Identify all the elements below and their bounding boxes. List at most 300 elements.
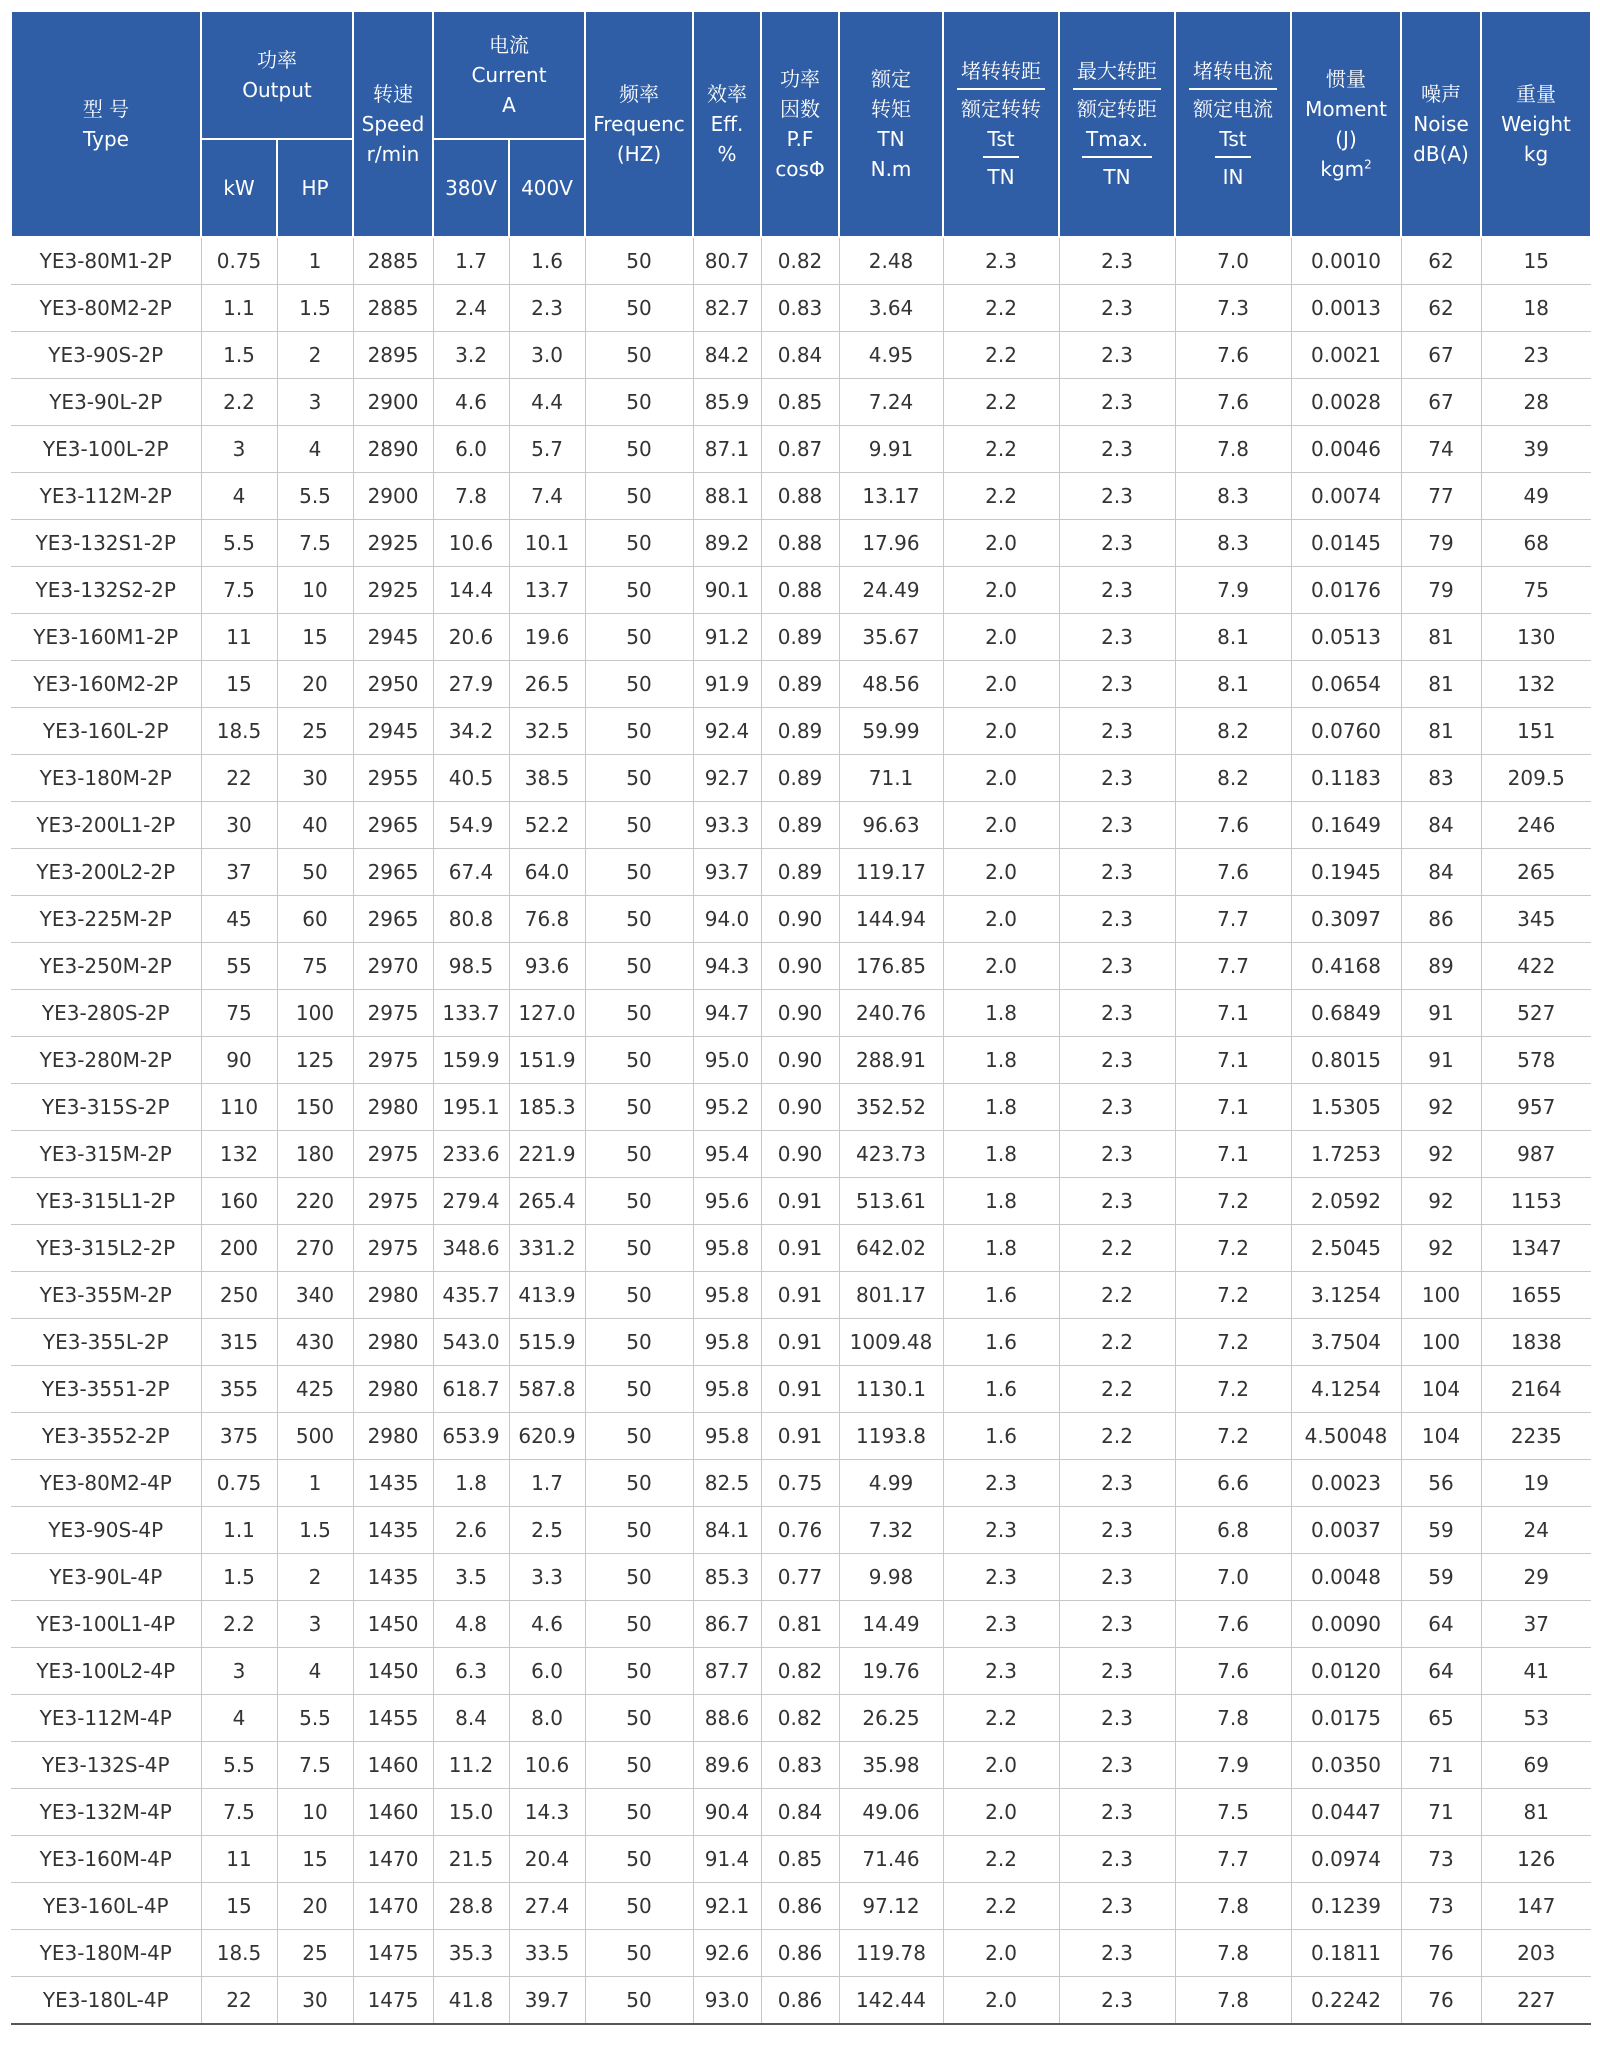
cell-locked-current-ratio: 7.6	[1175, 332, 1291, 379]
cell-efficiency: 82.5	[693, 1460, 761, 1507]
cell-max-torque-ratio: 2.3	[1059, 896, 1175, 943]
cell-current-400v: 10.6	[509, 1742, 585, 1789]
cell-type: YE3-90L-4P	[11, 1554, 201, 1601]
cell-current-400v: 93.6	[509, 943, 585, 990]
cell-moment: 0.0175	[1291, 1695, 1401, 1742]
header-noise: 噪声 Noise dB(A)	[1401, 11, 1481, 237]
table-row	[11, 1272, 1591, 1319]
cell-current-380v: 14.4	[433, 567, 509, 614]
cell-moment: 0.0028	[1291, 379, 1401, 426]
cell-type: YE3-200L1-2P	[11, 802, 201, 849]
cell-max-torque-ratio: 2.3	[1059, 520, 1175, 567]
cell-efficiency: 80.7	[693, 237, 761, 285]
cell-locked-current-ratio: 7.7	[1175, 1836, 1291, 1883]
cell-rated-torque: 17.96	[839, 520, 943, 567]
cell-rated-torque: 1193.8	[839, 1413, 943, 1460]
cell-weight: 132	[1481, 661, 1591, 708]
cell-locked-current-ratio: 7.1	[1175, 990, 1291, 1037]
cell-locked-current-ratio: 7.5	[1175, 1789, 1291, 1836]
cell-max-torque-ratio: 2.3	[1059, 1131, 1175, 1178]
cell-current-380v: 233.6	[433, 1131, 509, 1178]
cell-noise: 71	[1401, 1742, 1481, 1789]
cell-frequency: 50	[585, 661, 693, 708]
cell-locked-current-ratio: 8.1	[1175, 661, 1291, 708]
cell-current-380v: 7.8	[433, 473, 509, 520]
cell-output-kw: 7.5	[201, 567, 277, 614]
cell-weight: 28	[1481, 379, 1591, 426]
cell-current-380v: 618.7	[433, 1366, 509, 1413]
cell-speed: 1470	[353, 1883, 433, 1930]
cell-power-factor: 0.76	[761, 1507, 839, 1554]
cell-moment: 0.0013	[1291, 285, 1401, 332]
cell-speed: 2925	[353, 567, 433, 614]
cell-locked-torque-ratio: 2.2	[943, 1836, 1059, 1883]
cell-output-kw: 110	[201, 1084, 277, 1131]
cell-max-torque-ratio: 2.3	[1059, 426, 1175, 473]
cell-locked-current-ratio: 7.2	[1175, 1413, 1291, 1460]
cell-current-380v: 279.4	[433, 1178, 509, 1225]
cell-noise: 84	[1401, 802, 1481, 849]
cell-moment: 0.0037	[1291, 1507, 1401, 1554]
cell-current-380v: 40.5	[433, 755, 509, 802]
cell-locked-current-ratio: 7.6	[1175, 379, 1291, 426]
cell-noise: 81	[1401, 708, 1481, 755]
cell-locked-current-ratio: 8.3	[1175, 520, 1291, 567]
cell-output-kw: 2.2	[201, 1601, 277, 1648]
cell-current-400v: 6.0	[509, 1648, 585, 1695]
cell-efficiency: 94.3	[693, 943, 761, 990]
cell-output-hp: 2	[277, 332, 353, 379]
cell-locked-torque-ratio: 2.0	[943, 1977, 1059, 2025]
cell-output-kw: 3	[201, 1648, 277, 1695]
cell-noise: 83	[1401, 755, 1481, 802]
cell-max-torque-ratio: 2.3	[1059, 1554, 1175, 1601]
cell-efficiency: 85.3	[693, 1554, 761, 1601]
cell-efficiency: 95.8	[693, 1225, 761, 1272]
cell-moment: 0.0120	[1291, 1648, 1401, 1695]
table-row	[11, 1460, 1591, 1507]
cell-rated-torque: 1130.1	[839, 1366, 943, 1413]
cell-type: YE3-160L-4P	[11, 1883, 201, 1930]
cell-noise: 79	[1401, 567, 1481, 614]
cell-efficiency: 87.7	[693, 1648, 761, 1695]
cell-rated-torque: 423.73	[839, 1131, 943, 1178]
cell-noise: 92	[1401, 1178, 1481, 1225]
cell-noise: 64	[1401, 1648, 1481, 1695]
cell-current-400v: 26.5	[509, 661, 585, 708]
cell-locked-current-ratio: 7.8	[1175, 1883, 1291, 1930]
cell-max-torque-ratio: 2.3	[1059, 990, 1175, 1037]
cell-max-torque-ratio: 2.3	[1059, 1836, 1175, 1883]
cell-current-400v: 76.8	[509, 896, 585, 943]
cell-rated-torque: 59.99	[839, 708, 943, 755]
cell-output-hp: 270	[277, 1225, 353, 1272]
cell-moment: 0.0048	[1291, 1554, 1401, 1601]
cell-power-factor: 0.91	[761, 1272, 839, 1319]
cell-speed: 2895	[353, 332, 433, 379]
cell-locked-current-ratio: 7.2	[1175, 1366, 1291, 1413]
table-row	[11, 1366, 1591, 1413]
cell-max-torque-ratio: 2.3	[1059, 1037, 1175, 1084]
table-row	[11, 567, 1591, 614]
cell-output-hp: 15	[277, 1836, 353, 1883]
cell-weight: 1655	[1481, 1272, 1591, 1319]
cell-locked-current-ratio: 7.9	[1175, 567, 1291, 614]
cell-efficiency: 93.3	[693, 802, 761, 849]
cell-current-400v: 14.3	[509, 1789, 585, 1836]
cell-output-kw: 11	[201, 1836, 277, 1883]
cell-locked-current-ratio: 7.9	[1175, 1742, 1291, 1789]
cell-efficiency: 89.6	[693, 1742, 761, 1789]
cell-output-hp: 180	[277, 1131, 353, 1178]
cell-current-380v: 34.2	[433, 708, 509, 755]
table-row	[11, 1789, 1591, 1836]
cell-rated-torque: 13.17	[839, 473, 943, 520]
cell-weight: 227	[1481, 1977, 1591, 2025]
cell-locked-current-ratio: 7.8	[1175, 426, 1291, 473]
cell-locked-current-ratio: 8.1	[1175, 614, 1291, 661]
cell-speed: 2965	[353, 802, 433, 849]
cell-current-400v: 10.1	[509, 520, 585, 567]
cell-frequency: 50	[585, 1319, 693, 1366]
cell-weight: 130	[1481, 614, 1591, 661]
cell-weight: 246	[1481, 802, 1591, 849]
table-row	[11, 1319, 1591, 1366]
cell-frequency: 50	[585, 237, 693, 285]
table-row	[11, 1977, 1591, 2025]
cell-current-400v: 2.3	[509, 285, 585, 332]
cell-output-kw: 250	[201, 1272, 277, 1319]
cell-locked-current-ratio: 7.8	[1175, 1977, 1291, 2025]
cell-type: YE3-355M-2P	[11, 1272, 201, 1319]
header-locked-current-ratio: $\frac{\text{堵转电流}}{\text{额定电流}}$ $\frac{\text{Tst}}{IN}$	[1175, 11, 1291, 237]
cell-speed: 1475	[353, 1977, 433, 2025]
cell-weight: 1838	[1481, 1319, 1591, 1366]
cell-speed: 2970	[353, 943, 433, 990]
cell-weight: 69	[1481, 1742, 1591, 1789]
cell-locked-torque-ratio: 2.3	[943, 1460, 1059, 1507]
cell-power-factor: 0.89	[761, 708, 839, 755]
cell-current-380v: 15.0	[433, 1789, 509, 1836]
cell-efficiency: 95.8	[693, 1272, 761, 1319]
cell-efficiency: 94.7	[693, 990, 761, 1037]
cell-moment: 0.4168	[1291, 943, 1401, 990]
cell-noise: 76	[1401, 1930, 1481, 1977]
cell-max-torque-ratio: 2.3	[1059, 614, 1175, 661]
table-row	[11, 1131, 1591, 1178]
cell-speed: 1435	[353, 1460, 433, 1507]
cell-speed: 1455	[353, 1695, 433, 1742]
cell-output-kw: 1.5	[201, 1554, 277, 1601]
cell-frequency: 50	[585, 1836, 693, 1883]
cell-locked-current-ratio: 7.3	[1175, 285, 1291, 332]
cell-output-hp: 30	[277, 755, 353, 802]
cell-efficiency: 95.0	[693, 1037, 761, 1084]
cell-output-kw: 132	[201, 1131, 277, 1178]
cell-type: YE3-90S-2P	[11, 332, 201, 379]
cell-rated-torque: 71.1	[839, 755, 943, 802]
table-row	[11, 426, 1591, 473]
cell-type: YE3-100L2-4P	[11, 1648, 201, 1695]
table-row	[11, 802, 1591, 849]
cell-locked-current-ratio: 7.0	[1175, 1554, 1291, 1601]
cell-locked-torque-ratio: 2.0	[943, 943, 1059, 990]
cell-noise: 104	[1401, 1413, 1481, 1460]
cell-output-hp: 7.5	[277, 1742, 353, 1789]
cell-max-torque-ratio: 2.3	[1059, 755, 1175, 802]
cell-current-380v: 21.5	[433, 1836, 509, 1883]
cell-frequency: 50	[585, 614, 693, 661]
cell-locked-torque-ratio: 2.0	[943, 520, 1059, 567]
cell-output-hp: 100	[277, 990, 353, 1037]
table-row	[11, 1930, 1591, 1977]
cell-type: YE3-315L2-2P	[11, 1225, 201, 1272]
header-current: 电流 Current A	[433, 11, 585, 139]
cell-output-hp: 25	[277, 1930, 353, 1977]
table-row	[11, 1554, 1591, 1601]
cell-rated-torque: 9.98	[839, 1554, 943, 1601]
cell-locked-torque-ratio: 2.0	[943, 661, 1059, 708]
cell-current-400v: 1.6	[509, 237, 585, 285]
cell-current-380v: 2.4	[433, 285, 509, 332]
header-speed: 转速 Speed r/min	[353, 11, 433, 237]
cell-max-torque-ratio: 2.2	[1059, 1272, 1175, 1319]
cell-weight: 203	[1481, 1930, 1591, 1977]
cell-rated-torque: 19.76	[839, 1648, 943, 1695]
cell-frequency: 50	[585, 1930, 693, 1977]
cell-power-factor: 0.91	[761, 1413, 839, 1460]
cell-current-400v: 331.2	[509, 1225, 585, 1272]
header-moment: 惯量 Moment (J) kgm$^2$	[1291, 11, 1401, 237]
cell-frequency: 50	[585, 332, 693, 379]
cell-noise: 73	[1401, 1836, 1481, 1883]
cell-rated-torque: 48.56	[839, 661, 943, 708]
cell-type: YE3-112M-4P	[11, 1695, 201, 1742]
cell-output-kw: 1.1	[201, 285, 277, 332]
cell-max-torque-ratio: 2.3	[1059, 332, 1175, 379]
cell-speed: 2945	[353, 708, 433, 755]
cell-output-kw: 90	[201, 1037, 277, 1084]
cell-rated-torque: 144.94	[839, 896, 943, 943]
cell-current-400v: 8.0	[509, 1695, 585, 1742]
cell-locked-torque-ratio: 1.6	[943, 1319, 1059, 1366]
cell-locked-torque-ratio: 2.2	[943, 379, 1059, 426]
cell-weight: 345	[1481, 896, 1591, 943]
cell-current-380v: 28.8	[433, 1883, 509, 1930]
cell-power-factor: 0.89	[761, 802, 839, 849]
cell-output-hp: 60	[277, 896, 353, 943]
cell-locked-current-ratio: 6.6	[1175, 1460, 1291, 1507]
cell-rated-torque: 96.63	[839, 802, 943, 849]
cell-current-400v: 3.3	[509, 1554, 585, 1601]
cell-efficiency: 86.7	[693, 1601, 761, 1648]
cell-noise: 64	[1401, 1601, 1481, 1648]
cell-type: YE3-315S-2P	[11, 1084, 201, 1131]
table-row	[11, 896, 1591, 943]
cell-max-torque-ratio: 2.3	[1059, 1601, 1175, 1648]
cell-output-kw: 45	[201, 896, 277, 943]
cell-weight: 23	[1481, 332, 1591, 379]
cell-efficiency: 95.2	[693, 1084, 761, 1131]
cell-current-400v: 27.4	[509, 1883, 585, 1930]
cell-current-380v: 27.9	[433, 661, 509, 708]
cell-current-380v: 3.2	[433, 332, 509, 379]
cell-efficiency: 95.8	[693, 1413, 761, 1460]
cell-efficiency: 94.0	[693, 896, 761, 943]
cell-current-400v: 20.4	[509, 1836, 585, 1883]
cell-current-380v: 20.6	[433, 614, 509, 661]
cell-current-400v: 185.3	[509, 1084, 585, 1131]
cell-current-380v: 98.5	[433, 943, 509, 990]
cell-weight: 18	[1481, 285, 1591, 332]
cell-rated-torque: 2.48	[839, 237, 943, 285]
cell-noise: 73	[1401, 1883, 1481, 1930]
cell-power-factor: 0.87	[761, 426, 839, 473]
cell-efficiency: 90.1	[693, 567, 761, 614]
cell-locked-torque-ratio: 1.6	[943, 1272, 1059, 1319]
cell-type: YE3-100L-2P	[11, 426, 201, 473]
table-row	[11, 1037, 1591, 1084]
cell-efficiency: 88.6	[693, 1695, 761, 1742]
cell-current-380v: 435.7	[433, 1272, 509, 1319]
cell-current-400v: 1.7	[509, 1460, 585, 1507]
cell-frequency: 50	[585, 1695, 693, 1742]
cell-current-400v: 151.9	[509, 1037, 585, 1084]
cell-current-400v: 5.7	[509, 426, 585, 473]
cell-output-kw: 0.75	[201, 237, 277, 285]
cell-locked-current-ratio: 7.8	[1175, 1930, 1291, 1977]
cell-weight: 1153	[1481, 1178, 1591, 1225]
cell-locked-current-ratio: 7.1	[1175, 1037, 1291, 1084]
cell-type: YE3-100L1-4P	[11, 1601, 201, 1648]
cell-output-hp: 1	[277, 237, 353, 285]
header-locked-torque-ratio: $\frac{\text{堵转转距}}{\text{额定转转}}$ $\frac{\text{Tst}}{TN}$	[943, 11, 1059, 237]
cell-power-factor: 0.75	[761, 1460, 839, 1507]
cell-frequency: 50	[585, 1648, 693, 1695]
cell-noise: 100	[1401, 1319, 1481, 1366]
cell-power-factor: 0.77	[761, 1554, 839, 1601]
cell-type: YE3-112M-2P	[11, 473, 201, 520]
cell-output-hp: 1	[277, 1460, 353, 1507]
cell-weight: 68	[1481, 520, 1591, 567]
cell-locked-torque-ratio: 2.3	[943, 1507, 1059, 1554]
cell-noise: 92	[1401, 1131, 1481, 1178]
cell-rated-torque: 119.17	[839, 849, 943, 896]
cell-output-kw: 22	[201, 755, 277, 802]
cell-efficiency: 87.1	[693, 426, 761, 473]
cell-moment: 0.0074	[1291, 473, 1401, 520]
cell-output-kw: 18.5	[201, 708, 277, 755]
cell-power-factor: 0.86	[761, 1883, 839, 1930]
cell-frequency: 50	[585, 1366, 693, 1413]
table-row	[11, 473, 1591, 520]
cell-frequency: 50	[585, 1554, 693, 1601]
cell-power-factor: 0.86	[761, 1977, 839, 2025]
table-row	[11, 1883, 1591, 1930]
cell-max-torque-ratio: 2.3	[1059, 1930, 1175, 1977]
cell-frequency: 50	[585, 1084, 693, 1131]
cell-power-factor: 0.90	[761, 990, 839, 1037]
cell-locked-torque-ratio: 2.0	[943, 896, 1059, 943]
cell-type: YE3-132S-4P	[11, 1742, 201, 1789]
cell-frequency: 50	[585, 896, 693, 943]
cell-type: YE3-355L-2P	[11, 1319, 201, 1366]
cell-weight: 81	[1481, 1789, 1591, 1836]
cell-efficiency: 84.2	[693, 332, 761, 379]
cell-speed: 2885	[353, 237, 433, 285]
cell-output-hp: 150	[277, 1084, 353, 1131]
cell-frequency: 50	[585, 473, 693, 520]
cell-speed: 1435	[353, 1554, 433, 1601]
cell-current-400v: 32.5	[509, 708, 585, 755]
cell-frequency: 50	[585, 567, 693, 614]
table-row	[11, 708, 1591, 755]
cell-efficiency: 92.1	[693, 1883, 761, 1930]
cell-weight: 15	[1481, 237, 1591, 285]
cell-output-hp: 50	[277, 849, 353, 896]
cell-locked-torque-ratio: 2.3	[943, 1601, 1059, 1648]
cell-current-380v: 653.9	[433, 1413, 509, 1460]
cell-weight: 422	[1481, 943, 1591, 990]
cell-power-factor: 0.89	[761, 755, 839, 802]
cell-output-hp: 1.5	[277, 285, 353, 332]
cell-locked-current-ratio: 7.2	[1175, 1272, 1291, 1319]
cell-noise: 59	[1401, 1554, 1481, 1601]
cell-locked-current-ratio: 7.7	[1175, 896, 1291, 943]
cell-max-torque-ratio: 2.3	[1059, 473, 1175, 520]
cell-output-kw: 4	[201, 1695, 277, 1742]
cell-rated-torque: 97.12	[839, 1883, 943, 1930]
cell-rated-torque: 4.95	[839, 332, 943, 379]
cell-type: YE3-250M-2P	[11, 943, 201, 990]
cell-current-400v: 587.8	[509, 1366, 585, 1413]
cell-speed: 2980	[353, 1319, 433, 1366]
cell-output-kw: 22	[201, 1977, 277, 2025]
cell-output-hp: 75	[277, 943, 353, 990]
cell-max-torque-ratio: 2.3	[1059, 1084, 1175, 1131]
cell-output-kw: 0.75	[201, 1460, 277, 1507]
cell-moment: 0.0021	[1291, 332, 1401, 379]
cell-frequency: 50	[585, 1460, 693, 1507]
cell-speed: 2980	[353, 1272, 433, 1319]
cell-noise: 79	[1401, 520, 1481, 567]
cell-locked-current-ratio: 7.2	[1175, 1178, 1291, 1225]
cell-output-kw: 2.2	[201, 379, 277, 426]
cell-frequency: 50	[585, 943, 693, 990]
table-row	[11, 520, 1591, 567]
cell-efficiency: 91.2	[693, 614, 761, 661]
cell-current-380v: 543.0	[433, 1319, 509, 1366]
cell-speed: 2975	[353, 1178, 433, 1225]
cell-output-kw: 15	[201, 661, 277, 708]
cell-output-hp: 5.5	[277, 473, 353, 520]
cell-locked-torque-ratio: 2.2	[943, 285, 1059, 332]
cell-max-torque-ratio: 2.3	[1059, 1977, 1175, 2025]
cell-output-hp: 10	[277, 1789, 353, 1836]
cell-output-hp: 220	[277, 1178, 353, 1225]
cell-efficiency: 82.7	[693, 285, 761, 332]
cell-efficiency: 95.8	[693, 1319, 761, 1366]
cell-moment: 2.5045	[1291, 1225, 1401, 1272]
cell-current-380v: 3.5	[433, 1554, 509, 1601]
cell-current-400v: 52.2	[509, 802, 585, 849]
cell-locked-current-ratio: 7.8	[1175, 1695, 1291, 1742]
cell-locked-torque-ratio: 1.6	[943, 1413, 1059, 1460]
cell-max-torque-ratio: 2.3	[1059, 567, 1175, 614]
cell-weight: 2164	[1481, 1366, 1591, 1413]
cell-current-380v: 10.6	[433, 520, 509, 567]
cell-efficiency: 89.2	[693, 520, 761, 567]
